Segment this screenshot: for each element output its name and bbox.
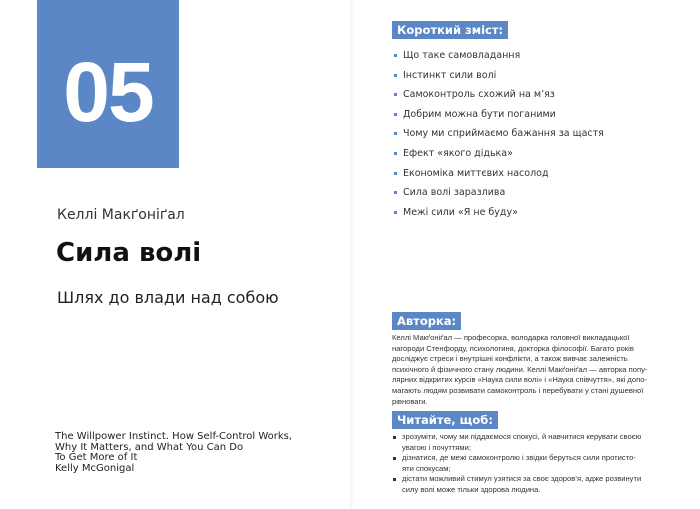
chapter-number-box: [37, 0, 179, 168]
read-item-line: дістати можливий стимул узятися за своє здоров’я, адже розвинути: [402, 474, 642, 484]
summary-item: Економіка миттєвих насолод: [393, 164, 604, 184]
read-item-line: увагою і почуттями;: [402, 442, 471, 452]
summary-item: Межі сили «Я не буду»: [393, 203, 604, 223]
book-subtitle: Шлях до влади над собою: [57, 288, 279, 307]
bio-line: нагороди Стенфорду, психологиня, докторка філософії. Багато років: [392, 343, 634, 353]
read-item-line: яти спокусам;: [402, 463, 451, 473]
original-title-line: Why It Matters, and What You Can Do: [55, 441, 244, 453]
read-label: Читайте, щоб:: [392, 411, 498, 429]
summary-list: [393, 46, 604, 222]
read-item-line: зрозуміти, чому ми піддаємося спокусі, й навчитися керувати своєю: [402, 432, 642, 441]
read-item: [392, 474, 641, 495]
book-title: Сила волі: [56, 238, 202, 268]
bio-line: магають людям розвивати самоконтроль і перебувати у стані душевної: [392, 385, 644, 395]
read-list: [392, 432, 641, 496]
original-title-line: To Get More of It: [55, 452, 138, 463]
original-title: [55, 432, 292, 474]
summary-item: Ефект «якого дідька»: [393, 144, 604, 164]
summary-item: Чому ми сприймаємо бажання за щастя: [393, 124, 604, 144]
bio-line: психічного й фізичного стану людини. Келлі Макґоніґал — авторка попу-: [392, 364, 648, 374]
summary-label: Короткий зміст:: [392, 21, 508, 39]
author-label: Авторка:: [392, 312, 461, 330]
page-divider: [350, 0, 354, 509]
original-title-line: The Willpower Instinct. How Self-Control Works,: [55, 431, 293, 442]
read-item-line: дізнатися, де межі самоконтролю і звідки беруться сили протисто-: [402, 453, 636, 463]
bio-line: рівноваги.: [392, 396, 428, 406]
bio-line: досліджує стреси і внутрішні конфлікти, а також вивчає залежність: [392, 354, 628, 364]
summary-item: Самоконтроль схожий на м’яз: [393, 85, 604, 105]
summary-item: Інстинкт сили волі: [393, 66, 604, 86]
summary-item: Добрим можна бути поганими: [393, 105, 604, 125]
book-author: Келлі Макґоніґал: [57, 207, 185, 223]
bio-line: лярних відкритих курсів «Наука сили волі» і «Наука співчуття», які допо-: [392, 375, 647, 385]
summary-item: Що таке самовладання: [393, 46, 604, 66]
author-bio: [392, 333, 647, 407]
bio-line: Келлі Макґоніґал — професорка, володарка головної викладацької: [392, 333, 630, 342]
read-item-line: силу волі може тільки здорова людина.: [402, 484, 541, 494]
chapter-number: 05: [63, 45, 153, 139]
read-item: [392, 432, 641, 453]
summary-item: Сила волі заразлива: [393, 183, 604, 203]
read-item: [392, 453, 641, 474]
original-author: Kelly McGonigal: [55, 462, 135, 474]
